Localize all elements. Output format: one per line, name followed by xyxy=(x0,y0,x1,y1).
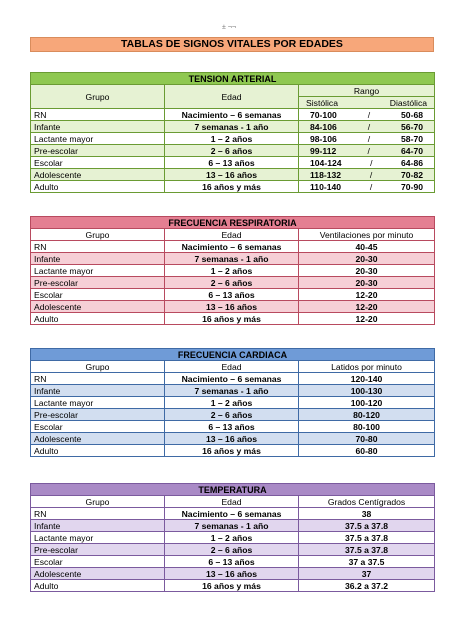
column-header-grupo: Grupo xyxy=(31,229,165,241)
edad-cell: 7 semanas - 1 año xyxy=(165,520,299,532)
edad-cell: 13 – 16 años xyxy=(165,568,299,580)
valor-cell: 100-120 xyxy=(299,397,435,409)
frecuencia-cardiaca-table xyxy=(30,348,435,457)
table-row xyxy=(31,265,435,277)
table-row xyxy=(31,409,435,421)
edad-cell: 2 – 6 años xyxy=(165,145,299,157)
diastolica-value: 70-82 xyxy=(401,169,424,180)
separator: / xyxy=(367,145,370,156)
table-row xyxy=(31,373,435,385)
table-row xyxy=(31,181,435,193)
rango-cell xyxy=(299,133,435,145)
column-header-valor: Ventilaciones por minuto xyxy=(299,229,435,241)
edad-cell: 1 – 2 años xyxy=(165,133,299,145)
column-subheaders xyxy=(299,97,435,109)
table-row xyxy=(31,277,435,289)
valor-cell: 12-20 xyxy=(299,289,435,301)
grupo-cell: Infante xyxy=(31,253,165,265)
grupo-cell: RN xyxy=(31,373,165,385)
table-row xyxy=(31,241,435,253)
table-row xyxy=(31,520,435,532)
valor-cell: 40-45 xyxy=(299,241,435,253)
valor-cell: 37.5 a 37.8 xyxy=(299,532,435,544)
edad-cell: 6 – 13 años xyxy=(165,556,299,568)
grupo-cell: Escolar xyxy=(31,556,165,568)
column-header-grupo: Grupo xyxy=(31,496,165,508)
rango-cell xyxy=(299,169,435,181)
diastolica-value: 70-90 xyxy=(401,181,424,192)
column-header-edad: Edad xyxy=(165,361,299,373)
valor-cell: 12-20 xyxy=(299,313,435,325)
valor-cell: 37 a 37.5 xyxy=(299,556,435,568)
rango-cell xyxy=(299,121,435,133)
table-row xyxy=(31,313,435,325)
edad-cell: 2 – 6 años xyxy=(165,277,299,289)
valor-cell: 37 xyxy=(299,568,435,580)
diastolica-value: 58-70 xyxy=(401,133,424,144)
table-row xyxy=(31,385,435,397)
grupo-cell: Adolescente xyxy=(31,568,165,580)
grupo-cell: Adolescente xyxy=(31,169,165,181)
edad-cell: 7 semanas - 1 año xyxy=(165,385,299,397)
grupo-cell: Adolescente xyxy=(31,301,165,313)
table-row xyxy=(31,580,435,592)
edad-cell: 13 – 16 años xyxy=(165,433,299,445)
edad-cell: 1 – 2 años xyxy=(165,397,299,409)
edad-cell: 16 años y más xyxy=(165,580,299,592)
grupo-cell: RN xyxy=(31,241,165,253)
table-row xyxy=(31,397,435,409)
sistolica-value: 110-140 xyxy=(310,181,342,192)
edad-cell: 13 – 16 años xyxy=(165,169,299,181)
table-title: TEMPERATURA xyxy=(31,484,435,496)
table-row xyxy=(31,421,435,433)
table-row xyxy=(31,109,435,121)
table-row xyxy=(31,508,435,520)
sistolica-value: 99-112 xyxy=(310,145,337,156)
rango-cell xyxy=(299,157,435,169)
grupo-cell: RN xyxy=(31,109,165,121)
edad-cell: 16 años y más xyxy=(165,313,299,325)
grupo-cell: Pre-escolar xyxy=(31,409,165,421)
grupo-cell: Infante xyxy=(31,385,165,397)
table-row xyxy=(31,568,435,580)
grupo-cell: Escolar xyxy=(31,421,165,433)
rango-cell xyxy=(299,109,435,121)
edad-cell: 16 años y más xyxy=(165,181,299,193)
table-row xyxy=(31,544,435,556)
frecuencia-respiratoria-table xyxy=(30,216,435,325)
edad-cell: 6 – 13 años xyxy=(165,289,299,301)
grupo-cell: Lactante mayor xyxy=(31,265,165,277)
grupo-cell: Pre-escolar xyxy=(31,544,165,556)
edad-cell: 7 semanas - 1 año xyxy=(165,121,299,133)
table-row xyxy=(31,145,435,157)
separator: / xyxy=(370,157,373,168)
column-header-valor: Grados Centígrados xyxy=(299,496,435,508)
sistolica-value: 70-100 xyxy=(310,109,337,120)
edad-cell: Nacimiento – 6 semanas xyxy=(165,508,299,520)
valor-cell: 100-130 xyxy=(299,385,435,397)
table-title: FRECUENCIA CARDIACA xyxy=(31,349,435,361)
table-title: TENSION ARTERIAL xyxy=(31,73,435,85)
edad-cell: 16 años y más xyxy=(165,445,299,457)
edad-cell: 2 – 6 años xyxy=(165,544,299,556)
grupo-cell: Pre-escolar xyxy=(31,145,165,157)
temperatura-table xyxy=(30,483,435,592)
diastolica-value: 50-68 xyxy=(401,109,424,120)
edad-cell: Nacimiento – 6 semanas xyxy=(165,373,299,385)
grupo-cell: Escolar xyxy=(31,289,165,301)
table-row xyxy=(31,433,435,445)
column-header-edad: Edad xyxy=(165,85,299,109)
table-row xyxy=(31,445,435,457)
grupo-cell: Lactante mayor xyxy=(31,532,165,544)
sistolica-value: 84-106 xyxy=(310,121,337,132)
separator: / xyxy=(369,169,373,180)
table-row xyxy=(31,301,435,313)
column-header-sistolica: Sistólica xyxy=(306,97,338,108)
sistolica-value: 98-106 xyxy=(310,133,337,144)
column-header-grupo: Grupo xyxy=(31,361,165,373)
valor-cell: 20-30 xyxy=(299,265,435,277)
valor-cell: 80-100 xyxy=(299,421,435,433)
grupo-cell: Lactante mayor xyxy=(31,133,165,145)
edad-cell: 7 semanas - 1 año xyxy=(165,253,299,265)
diastolica-value: 56-70 xyxy=(401,121,424,132)
table-row xyxy=(31,121,435,133)
edad-cell: Nacimiento – 6 semanas xyxy=(165,109,299,121)
separator: / xyxy=(367,121,371,132)
page-title: TABLAS DE SIGNOS VITALES POR EDADES xyxy=(30,37,434,52)
separator: / xyxy=(367,109,371,120)
valor-cell: 80-120 xyxy=(299,409,435,421)
valor-cell: 60-80 xyxy=(299,445,435,457)
edad-cell: 13 – 16 años xyxy=(165,301,299,313)
grupo-cell: Adulto xyxy=(31,445,165,457)
rango-cell xyxy=(299,145,435,157)
sistolica-value: 118-132 xyxy=(310,169,342,180)
tension-arterial-table xyxy=(30,72,435,193)
table-row xyxy=(31,169,435,181)
table-row xyxy=(31,157,435,169)
sistolica-value: 104-124 xyxy=(310,157,342,168)
edad-cell: 6 – 13 años xyxy=(165,157,299,169)
diastolica-value: 64-86 xyxy=(401,157,424,168)
grupo-cell: Adulto xyxy=(31,313,165,325)
edad-cell: 6 – 13 años xyxy=(165,421,299,433)
grupo-cell: Escolar xyxy=(31,157,165,169)
table-row xyxy=(31,289,435,301)
column-header-valor: Latidos por minuto xyxy=(299,361,435,373)
table-row xyxy=(31,532,435,544)
diastolica-value: 64-70 xyxy=(401,145,424,156)
grupo-cell: Infante xyxy=(31,121,165,133)
grupo-cell: Adulto xyxy=(31,580,165,592)
valor-cell: 12-20 xyxy=(299,301,435,313)
rango-cell xyxy=(299,181,435,193)
column-header-edad: Edad xyxy=(165,229,299,241)
table-row xyxy=(31,253,435,265)
separator: / xyxy=(369,181,373,192)
column-header-rango: Rango xyxy=(299,85,435,97)
valor-cell: 37.5 a 37.8 xyxy=(299,544,435,556)
grupo-cell: Pre-escolar xyxy=(31,277,165,289)
header-mark: ± ¬¬ xyxy=(222,24,236,31)
separator: / xyxy=(367,133,371,144)
valor-cell: 38 xyxy=(299,508,435,520)
grupo-cell: Adolescente xyxy=(31,433,165,445)
grupo-cell: Infante xyxy=(31,520,165,532)
column-header-edad: Edad xyxy=(165,496,299,508)
valor-cell: 70-80 xyxy=(299,433,435,445)
table-title: FRECUENCIA RESPIRATORIA xyxy=(31,217,435,229)
grupo-cell: RN xyxy=(31,508,165,520)
grupo-cell: Adulto xyxy=(31,181,165,193)
valor-cell: 20-30 xyxy=(299,253,435,265)
table-row xyxy=(31,133,435,145)
edad-cell: 1 – 2 años xyxy=(165,532,299,544)
edad-cell: 2 – 6 años xyxy=(165,409,299,421)
edad-cell: Nacimiento – 6 semanas xyxy=(165,241,299,253)
valor-cell: 36.2 a 37.2 xyxy=(299,580,435,592)
edad-cell: 1 – 2 años xyxy=(165,265,299,277)
column-header-diastolica: Diastólica xyxy=(389,97,428,108)
column-header-grupo: Grupo xyxy=(31,85,165,109)
grupo-cell: Lactante mayor xyxy=(31,397,165,409)
valor-cell: 37.5 a 37.8 xyxy=(299,520,435,532)
valor-cell: 120-140 xyxy=(299,373,435,385)
table-row xyxy=(31,556,435,568)
valor-cell: 20-30 xyxy=(299,277,435,289)
